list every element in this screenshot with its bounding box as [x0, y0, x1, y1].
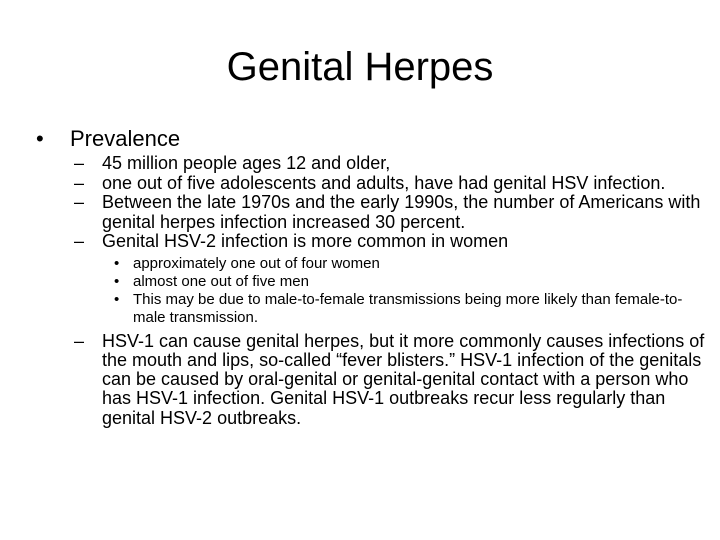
dash-marker: –	[74, 192, 85, 212]
dash-marker: –	[74, 153, 85, 173]
sub-sub-bullet-text: This may be due to male-to-female transmissions being more likely than female-to-male transmission.	[133, 290, 683, 326]
sub-bullet-45-million	[36, 154, 706, 174]
sub-bullet-text: one out of five adolescents and adults, have had genital HSV infection.	[102, 172, 666, 193]
sub-bullet-hsv1	[36, 332, 706, 428]
sub-bullet-text: Genital HSV-2 infection is more common in women	[102, 231, 509, 251]
sub-sub-bullet-women	[36, 255, 706, 273]
dash-marker: –	[74, 172, 85, 193]
dash-marker: –	[74, 330, 85, 351]
sub-sub-bullet-transmission	[36, 291, 706, 327]
sub-bullet-1970s-1990s	[36, 193, 706, 232]
sub-sub-bullet-list	[36, 255, 706, 327]
sub-sub-bullet-men	[36, 273, 706, 291]
sub-bullet-list	[36, 154, 706, 428]
slide-body	[36, 126, 706, 428]
sub-bullet-text: HSV-1 can cause genital herpes, but it more commonly causes infections of the mouth and lips, so-called “fever blisters.” HSV-1 infection of the genitals can be caused by oral-genital or genital-genital contact with a person who has HSV-1 infection. Genital HSV-1 outbreaks recur less regularly than genital HSV-2 outbreaks.	[102, 330, 705, 428]
sub-bullet-hsv2-women	[36, 232, 706, 252]
sub-bullet-text: Between the late 1970s and the early 1990s, the number of Americans with genital herpes infection increased 30 percent.	[102, 192, 701, 232]
dash-marker: –	[74, 231, 85, 251]
bullet-marker: •	[114, 290, 120, 308]
bullet-prevalence	[36, 126, 706, 152]
bullet-marker: •	[114, 272, 120, 290]
sub-sub-bullet-text: approximately one out of four women	[133, 254, 380, 272]
slide-title: Genital Herpes	[226, 45, 494, 89]
sub-bullet-text: 45 million people ages 12 and older,	[102, 153, 391, 173]
bullet-marker: •	[114, 254, 120, 272]
sub-bullet-one-out-of-five	[36, 174, 706, 194]
sub-sub-bullet-text: almost one out of five men	[133, 272, 309, 290]
bullet-text: Prevalence	[70, 126, 181, 151]
bullet-marker: •	[36, 126, 44, 151]
